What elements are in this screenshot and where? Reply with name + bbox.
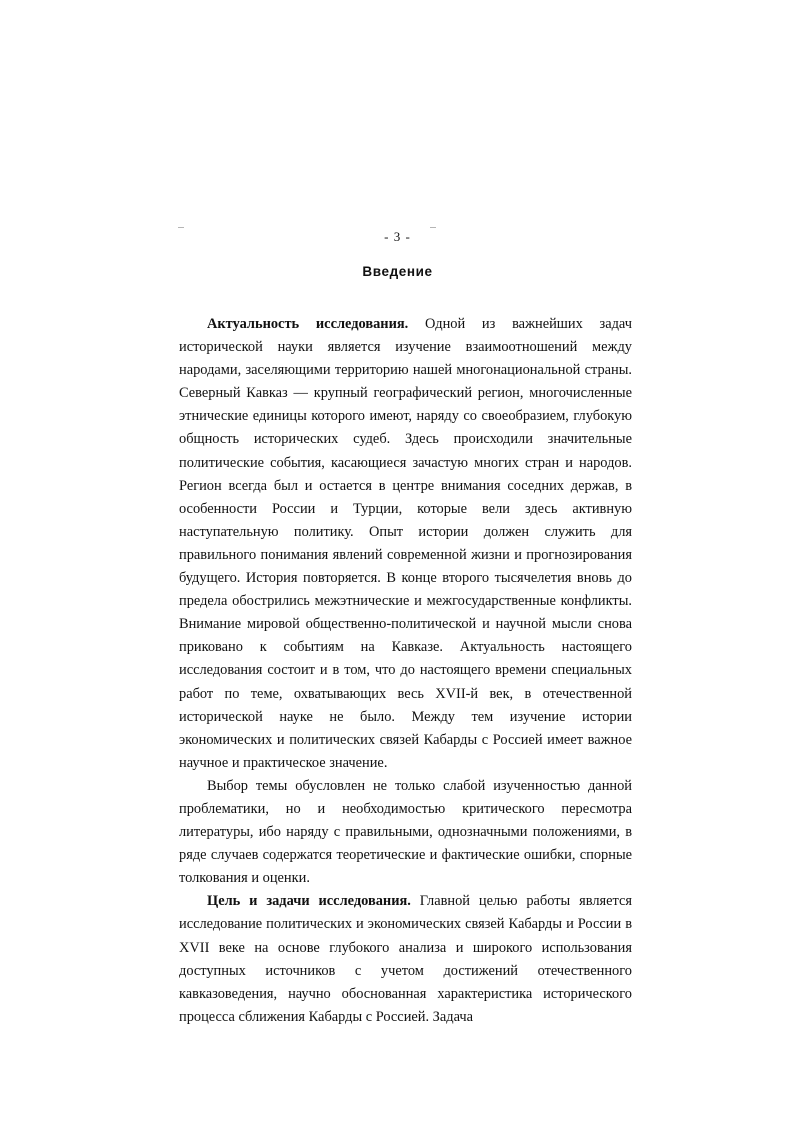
- paragraph-goals-lead: Цель и задачи исследования.: [207, 893, 411, 910]
- paragraph-topic-choice-text: Выбор темы обусловлен не только слабой изученностью данной проблематики, но и необходимостью критического пересмотра литературы, ибо наряду с правильными, однозначными положениями, в ряде случаев содержатся теоретические и фактические ошибки, спорные толкования и оценки.: [179, 777, 632, 887]
- scan-mark-left: [178, 227, 184, 228]
- paragraph-relevance: [179, 313, 632, 775]
- document-body: [179, 313, 632, 1029]
- page-title: Введение: [362, 264, 433, 279]
- paragraph-topic-choice: [179, 775, 632, 890]
- paragraph-relevance-text: Одной из важнейших задач исторической науки является изучение взаимоотношений между народами, заселяющими территорию нашей многонациональной страны. Северный Кавказ — крупный географический регион, многочисленные этнические единицы которого имеют, наряду со своеобразием, глубокую общность исторических судеб. Здесь происходили значительные политические события, касающиеся зачастую многих стран и народов. Регион всегда был и остается в центре внимания соседних держав, в особенности России и Турции, которые вели здесь активную наступательную политику. Опыт истории должен служить для правильного понимания явлений современной жизни и прогнозирования будущего. История повторяется. В конце второго тысячелетия вновь до предела обострились межэтнические и межгосударственные конфликты. Внимание мировой общественно-политической и научной мысли снова приковано к событиям на Кавказе. Актуальность настоящего исследования состоит и в том, что до настоящего времени специальных работ по теме, охватывающих весь XVII-й век, в отечественной исторической науке не было. Между тем изучение истории экономических и политических связей Кабарды с Россией имеет важное научное и практическое значение.: [179, 316, 632, 771]
- scan-mark-right: [430, 227, 436, 228]
- paragraph-goals: [179, 890, 632, 1029]
- page-number: - 3 -: [384, 229, 411, 244]
- paragraph-goals-text: Главной целью работы является исследование политических и экономических связей Кабарды и России в XVII веке на основе глубокого анализа и широкого использования доступных источников с учетом достижений отечественного кавказоведения, научно обоснованная характеристика исторического процесса сближения Кабарды с Россией. Задача: [179, 893, 632, 1025]
- paragraph-relevance-lead: Актуальность исследования.: [207, 316, 409, 332]
